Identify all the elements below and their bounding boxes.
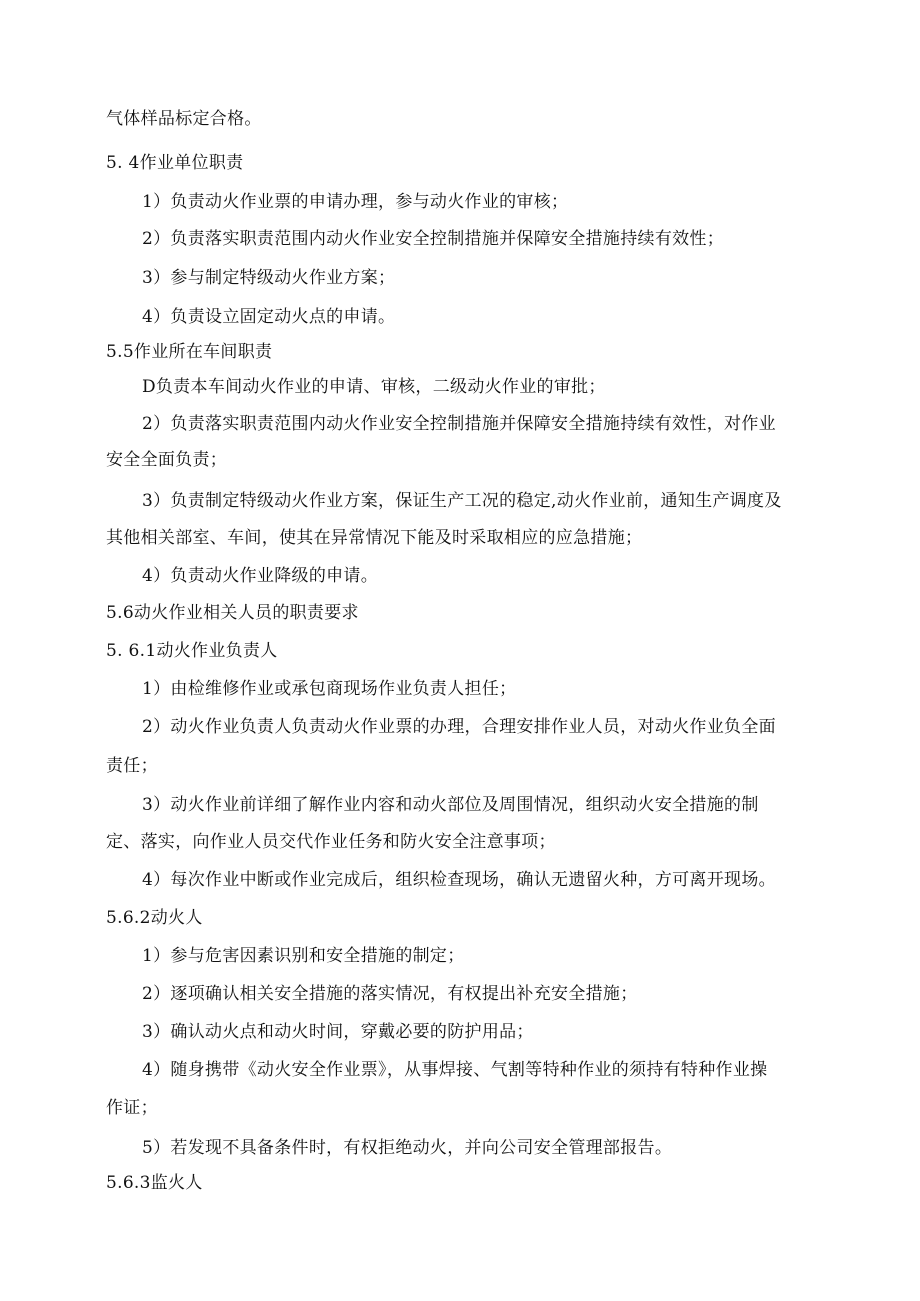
section-heading: 5. 4作业单位职责 — [106, 153, 244, 173]
list-item: 4）负责设立固定动火点的申请。 — [142, 307, 396, 327]
subsection-heading: 5. 6.1动火作业负责人 — [106, 641, 278, 661]
list-item: 4）负责动火作业降级的申请。 — [142, 566, 379, 586]
list-item: 3）负责制定特级动火作业方案，保证生产工况的稳定,动火作业前，通知生产调度及 — [142, 491, 782, 511]
subsection-heading: 5.6.3监火人 — [106, 1173, 203, 1193]
list-item: 4）随身携带《动火安全作业票》，从事焊接、气割等特种作业的须持有特种作业操 — [142, 1060, 768, 1080]
paragraph-line: 气体样品标定合格。 — [106, 109, 262, 129]
list-item: 3）动火作业前详细了解作业内容和动火部位及周围情况，组织动火安全措施的制 — [142, 795, 759, 815]
list-item-continuation: 其他相关部室、车间，使其在异常情况下能及时采取相应的应急措施； — [106, 528, 643, 548]
list-item: 1）负责动火作业票的申请办理，参与动火作业的审核； — [142, 192, 569, 212]
section-heading: 5.5作业所在车间职责 — [106, 342, 273, 362]
section-heading: 5.6动火作业相关人员的职责要求 — [106, 603, 359, 623]
list-item: D负责本车间动火作业的申请、审核，二级动火作业的审批； — [142, 377, 606, 397]
list-item: 2）负责落实职责范围内动火作业安全控制措施并保障安全措施持续有效性，对作业 — [142, 414, 776, 434]
list-item: 4）每次作业中断或作业完成后，组织检查现场，确认无遗留火种，方可离开现场。 — [142, 870, 776, 890]
list-item-continuation: 责任； — [106, 756, 158, 776]
list-item: 2）动火作业负责人负责动火作业票的办理，合理安排作业人员，对动火作业负全面 — [142, 717, 776, 737]
list-item: 1）由检维修作业或承包商现场作业负责人担任； — [142, 679, 517, 699]
list-item-continuation: 定、落实，向作业人员交代作业任务和防火安全注意事项； — [106, 832, 556, 852]
list-item: 5）若发现不具备条件时，有权拒绝动火，并向公司安全管理部报告。 — [142, 1138, 673, 1158]
list-item: 2）负责落实职责范围内动火作业安全控制措施并保障安全措施持续有效性； — [142, 229, 725, 249]
list-item-continuation: 安全全面负责； — [106, 450, 228, 470]
list-item: 1）参与危害因素识别和安全措施的制定； — [142, 946, 465, 966]
subsection-heading: 5.6.2动火人 — [106, 908, 203, 928]
list-item: 3）确认动火点和动火时间，穿戴必要的防护用品； — [142, 1022, 534, 1042]
list-item: 2）逐项确认相关安全措施的落实情况，有权提出补充安全措施； — [142, 984, 638, 1004]
list-item-continuation: 作证； — [106, 1098, 158, 1118]
list-item: 3）参与制定特级动火作业方案； — [142, 268, 396, 288]
